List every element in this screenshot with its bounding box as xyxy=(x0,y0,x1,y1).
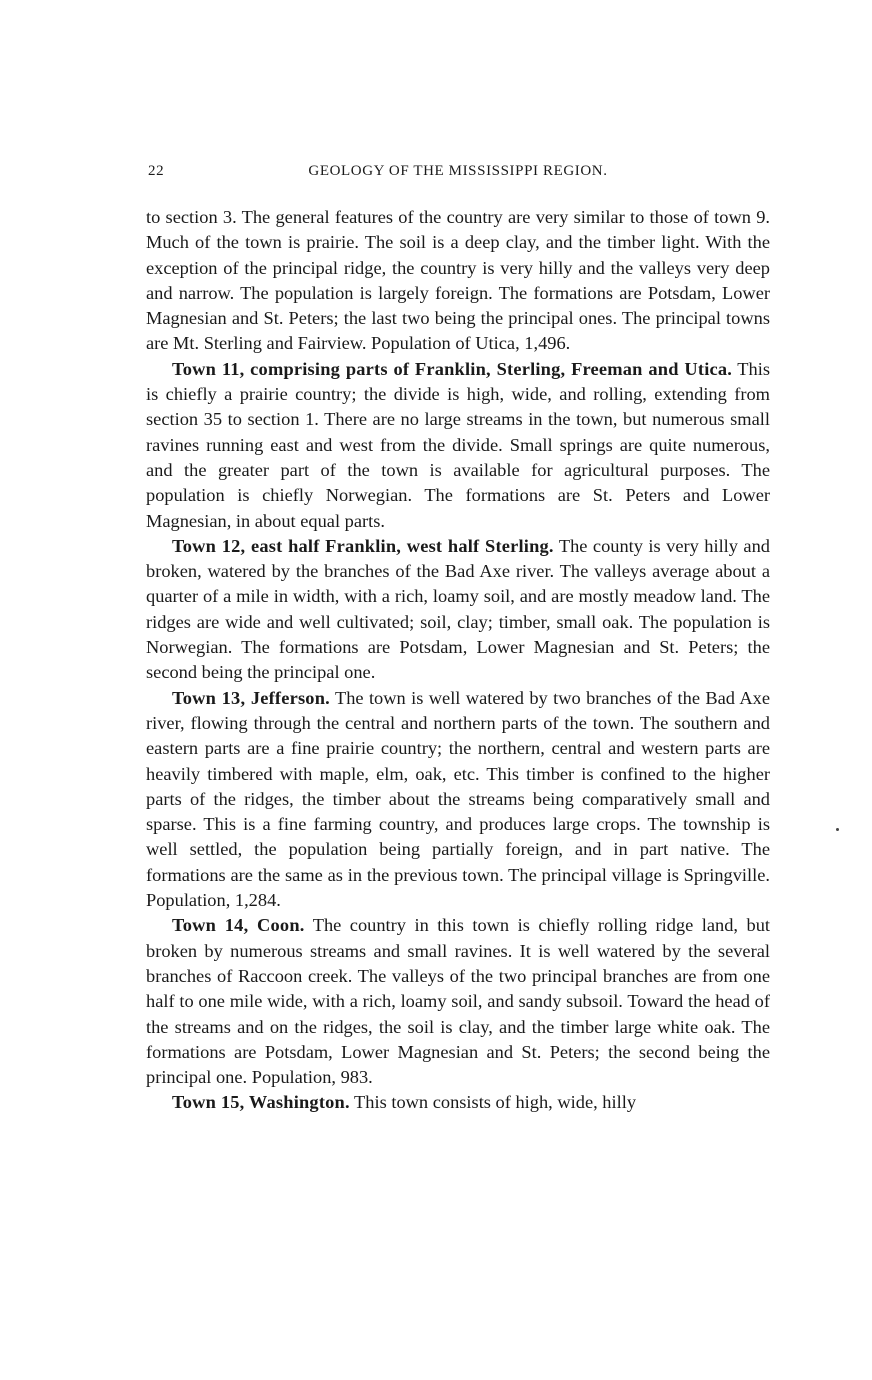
paragraph-town-14 xyxy=(146,913,770,1090)
paragraph-text: The town is well watered by two branches of the Bad Axe river, flowing through the central and northern parts of the town. The southern and eastern parts are a fine prairie country; the northern, central and western parts are heavily timbered with maple, elm, oak, etc. This timber is confined to the higher parts of the ridges, the timber about the streams being comparatively small and sparse. This is a fine farming country, and produces large crops. The township is well settled, the population being partially foreign, and in part native. The formations are the same as in the previous town. The principal village is Springville. Population, 1,284. xyxy=(146,687,770,911)
paragraph-town-15 xyxy=(146,1090,770,1115)
paragraph-town-13 xyxy=(146,686,770,914)
paragraph-lead: Town 13, Jefferson. xyxy=(172,687,330,708)
paragraph-continuation xyxy=(146,205,770,357)
paragraph-lead: Town 15, Washington. xyxy=(172,1092,350,1113)
paragraph-lead: Town 14, Coon. xyxy=(172,915,305,936)
running-title: GEOLOGY OF THE MISSISSIPPI REGION. xyxy=(308,163,608,179)
body-text xyxy=(146,205,770,1116)
paragraph-text: The country in this town is chiefly rolling ridge land, but broken by numerous streams and small ravines. It is well watered by the several branches of Raccoon creek. The valleys of the two principal branches are from one half to one mile wide, with a rich, loamy soil, and sandy subsoil. Toward the head of the streams and on the ridges, the soil is clay, and the timber large white oak. The formations are Potsdam, Lower Magnesian and St. Peters; the second being the principal one. Population, 983. xyxy=(146,915,770,1088)
paragraph-town-12 xyxy=(146,534,770,686)
paragraph-text: This is chiefly a prairie country; the divide is high, wide, and rolling, extending from section 35 to section 1. There are no large streams in the town, but numerous small ravines running east and west from the divide. Small springs are quite numerous, and the greater part of the town is available for agricultural purposes. The population is chiefly Norwegian. The formations are St. Peters and Lower Magnesian, in about equal parts. xyxy=(146,358,770,531)
paragraph-lead: Town 11, comprising parts of Franklin, Sterling, Freeman and Utica. xyxy=(172,358,733,379)
paragraph-text: The county is very hilly and broken, watered by the branches of the Bad Axe river. The valleys average about a quarter of a mile in width, with a rich, loamy soil, and are mostly meadow land. The ridges are wide and well cultivated; soil, clay; timber, small oak. The population is Norwegian. The formations are Potsdam, Lower Magnesian and St. Peters; the second being the principal one. xyxy=(146,535,770,683)
paragraph-town-11 xyxy=(146,357,770,534)
paragraph-lead: Town 12, east half Franklin, west half Sterling. xyxy=(172,535,554,556)
ink-speck xyxy=(836,828,839,831)
paragraph-text: This town consists of high, wide, hilly xyxy=(349,1092,637,1113)
page-header xyxy=(146,163,770,185)
paragraph-text: to section 3. The general features of the country are very similar to those of town 9. Much of the town is prairie. The soil is a deep clay, and the timber light. With the exception of the principal ridge, the country is very hilly and the valleys very deep and narrow. The population is largely foreign. The formations are Potsdam, Lower Magnesian and St. Peters; the last two being the principal ones. The principal towns are Mt. Sterling and Fairview. Population of Utica, 1,496. xyxy=(146,207,770,354)
page-number: 22 xyxy=(148,163,165,179)
